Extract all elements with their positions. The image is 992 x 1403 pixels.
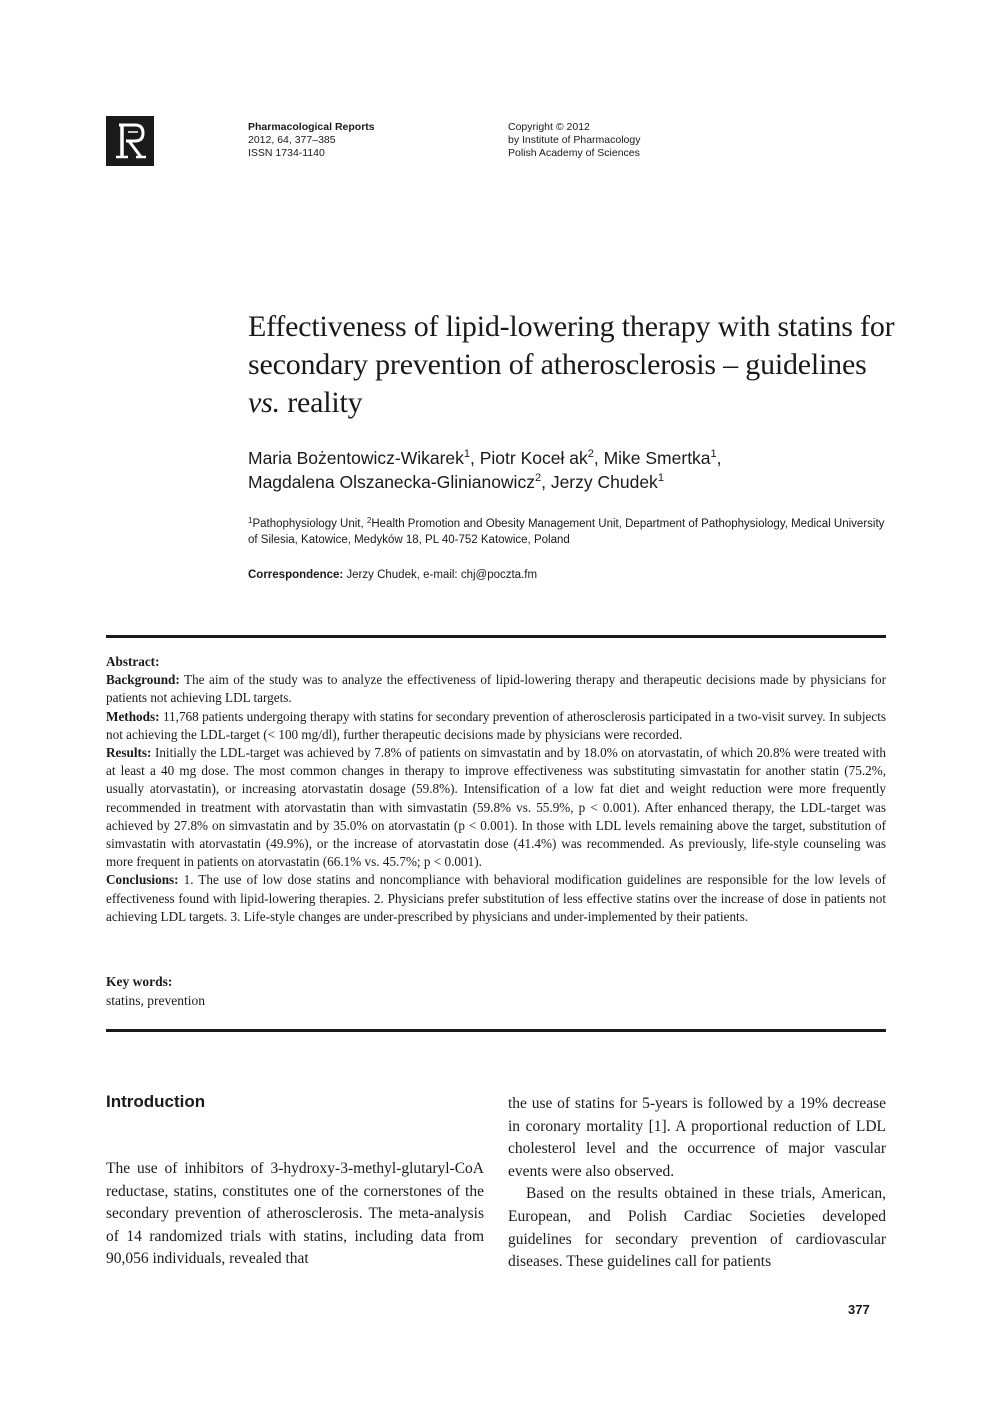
affiliations [248,516,888,548]
keywords-heading: Key words: [106,974,173,989]
title-italic: vs. [248,386,280,419]
author-separator: , [470,448,480,468]
title-main: Effectiveness of lipid-lowering therapy with statins for secondary prevention of atherosclerosis – guidelines [248,310,895,381]
author-name: Piotr Koceł ak [479,448,588,468]
author-separator: , [541,472,551,492]
correspondence-text: Jerzy Chudek, e-mail: chj@poczta.fm [343,569,538,581]
correspondence-label: Correspondence: [248,569,344,581]
abstract-methods [106,708,886,744]
author-affiliation-mark: 2 [587,448,594,460]
body-paragraph: The use of inhibitors of 3-hydroxy-3-methyl-glutaryl-CoA reductase, statins, constitutes one of the cornerstones of the secondary prevention of atherosclerosis. The meta-analysis of 14 randomized trials with statins, including data from 90,056 individuals, revealed that [106,1160,484,1268]
body-paragraph: the use of statins for 5-years is followed by a 19% decrease in coronary mortality [1]. A proportional reduction of LDL cholesterol level and the occurrence of major vascular events were also observed. [508,1095,886,1180]
methods-label: Methods: [106,708,160,724]
top-divider [106,635,886,638]
journal-info [248,121,375,160]
journal-volume: 2012, 64, 377–385 [248,134,336,146]
copyright-info [508,121,641,160]
conclusions-text: 1. The use of low dose statins and noncompliance with behavioral modification guidelines are responsible for the low levels of effectiveness found with lipid-lowering therapies. 2. Physicians prefer substitution of less effective statins over the increase of dose in patients not achieving LDL targets. 3. Life-style changes are under-prescribed by physicians and under-implemented by their patients. [106,872,886,924]
abstract-results [106,744,886,871]
author-separator: , [716,448,722,468]
abstract-heading: Abstract: [106,654,160,669]
author-affiliation-mark: 1 [463,448,471,460]
results-label: Results: [106,745,152,761]
bottom-divider [106,1029,886,1032]
body-paragraph: Based on the results obtained in these trials, American, European, and Polish Cardiac Societies developed guidelines for secondary prevention of cardiovascular diseases. These guidelines call for patients [508,1185,886,1271]
conclusions-label: Conclusions: [106,872,179,888]
author-name: Mike Smertka [603,448,711,468]
author-list [248,446,888,494]
journal-name: Pharmacological Reports [248,121,375,133]
copyright-publisher: by Institute of Pharmacology [508,134,641,146]
background-label: Background: [106,672,180,688]
page-number: 377 [848,1302,870,1317]
pr-monogram-icon [106,116,154,166]
journal-logo [106,116,154,166]
author-name: Jerzy Chudek [550,472,658,492]
abstract-conclusions [106,871,886,926]
abstract-background [106,671,886,707]
author-name: Magdalena Olszanecka-Glinianowicz [248,472,535,492]
copyright-line: Copyright © 2012 [508,121,590,133]
abstract [106,653,886,926]
affiliation-text: Health Promotion and Obesity Management Unit, Department of Pathophysiology, Medical University of Silesia, Katowice, Medyków 18, PL 40-752 Katowice, Poland [248,518,885,546]
author-separator: , [593,448,604,468]
affiliation-mark: 2 [366,516,372,525]
copyright-academy: Polish Academy of Sciences [508,147,640,159]
article-title [248,308,898,422]
keywords-section [106,972,205,1010]
introduction-heading: Introduction [106,1092,206,1111]
author-name: Maria Bożentowicz-Wikarek [248,448,464,468]
author-affiliation-mark: 1 [657,472,664,484]
author-affiliation-mark: 2 [534,472,542,484]
affiliation-mark: 1 [248,516,253,525]
author-affiliation-mark: 1 [710,448,717,460]
title-end: reality [279,386,363,419]
journal-issn: ISSN 1734-1140 [248,147,325,159]
affiliation-text: Pathophysiology Unit, [252,518,367,530]
results-text: Initially the LDL-target was achieved by 7.8% of patients on simvastatin and by 18.0% on atorvastatin, of which 20.8% were treated with at least a 40 mg dose. The most common changes in therapy to improve effectiveness was substituting simvastatin for another statin (75.2%, usually atorvastatin), or increasing atorvastatin dosage (59.8%). Intensification of a low fat diet and weight reduction were more frequently recommended in treatment with atorvastatin than with simvastatin (59.8% vs. 55.9%, p < 0.001). After enhanced therapy, the LDL-target was achieved by 27.8% on simvastatin and by 35.0% on atorvastatin (p < 0.001). In those with LDL levels remaining above the target, substitution of simvastatin with atorvastatin (49.9%), or the increase of atorvastatin dose (41.4%) was recommended. As previously, life-style counseling was more frequent in patients on atorvastatin (66.1% vs. 45.7%; p < 0.001). [106,745,886,870]
methods-text: 11,768 patients undergoing therapy with statins for secondary prevention of atherosclerosis participated in a two-visit survey. In subjects not achieving the LDL-target (< 100 mg/dl), further therapeutic decisions made by physicians were recorded. [106,708,886,742]
keywords-list: statins, prevention [106,993,205,1008]
correspondence [248,568,537,583]
body-column-left [106,1158,484,1271]
body-column-right [508,1093,886,1274]
background-text: The aim of the study was to analyze the effectiveness of lipid-lowering therapy and therapeutic decisions made by physicians for patients not achieving LDL targets. [106,672,886,706]
